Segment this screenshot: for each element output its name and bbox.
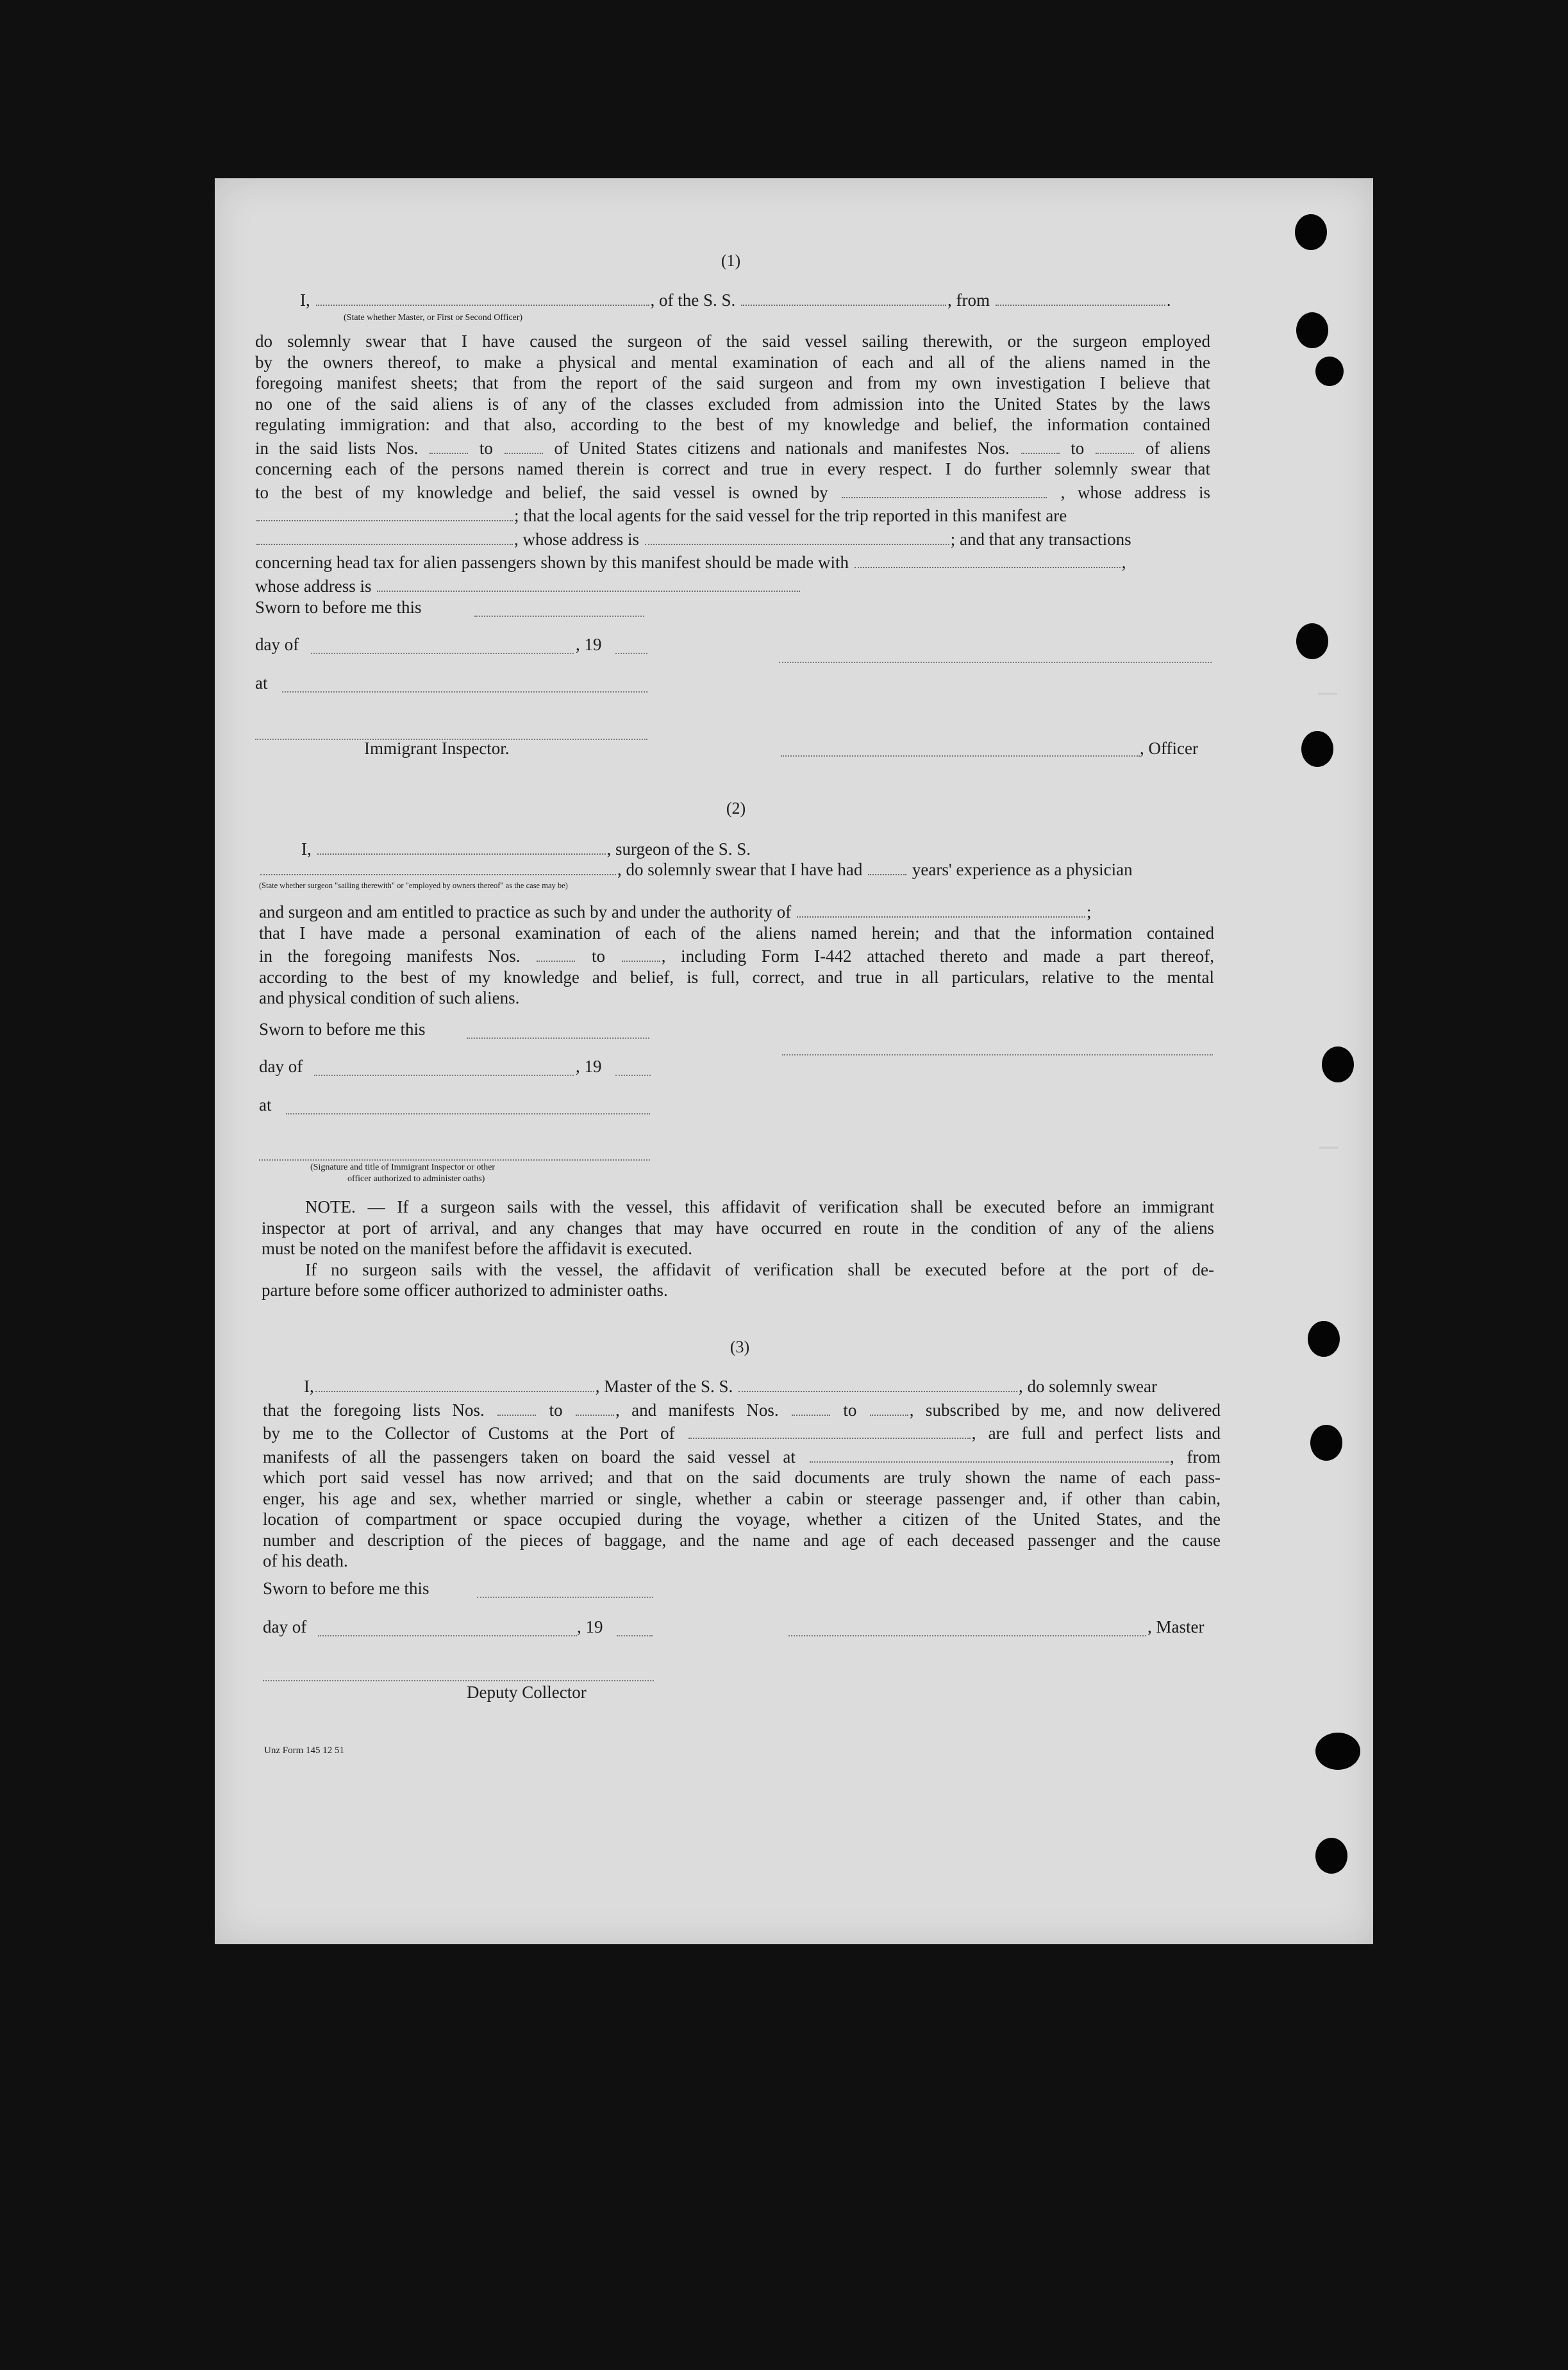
year-label-3: , 19 [577, 1617, 603, 1636]
manifest-no-to-field[interactable] [1096, 435, 1134, 454]
master-label: , Master [1147, 1617, 1205, 1636]
sig-note-1: (Signature and title of Immigrant Inspector or other [310, 1163, 496, 1172]
sworn-label-1: Sworn to before me this [255, 598, 422, 617]
surgeon-note: NOTE. — If a surgeon sails with the vessel, this affidavit of verification shall be executed before an immigrant inspector at port of arrival, and any changes that may have occurred en route in the condition of any of the aliens must be noted on the manifest before the affidavit is executed. If no surgeon sails with the vessel, the affidavit of verification shall be executed before at the port of de- parture before some officer authorized to administer oaths. [262, 1197, 1214, 1300]
years-experience-field[interactable] [868, 857, 906, 875]
deputy-collector-label: Deputy Collector [467, 1683, 587, 1702]
sig-note-2: officer authorized to administer oaths) [347, 1174, 485, 1184]
section-1-body: do solemnly swear that I have caused the surgeon of the said vessel sailing therewith, or the surgeon employed by the owners thereof, to make a physical and mental examination of each and all of the aliens named in the foregoing manifest sheets; that from the report of the said surgeon and from my own investigation I believe that no one of the said aliens is of any of the classes excluded from admission into the United States by the laws regulating immigration: and that also, according to the best of my knowledge and belief, the information contained in the said lists Nos. to of United States citizens and nationals and manifestes Nos. to of aliens concerning each of the persons named therein is correct and true in every respect. I do further solemnly swear that to the best of my knowledge and belief, the said vessel is owned by , whose address is ; that the local agents for the said vessel for the trip reported in this manifest are , whose address is ; and that any transactions concerning head tax for alien passengers shown by this manifest should be made with , whose address is [255, 332, 1211, 596]
manifests-to-field[interactable] [870, 1397, 908, 1416]
sworn-date-field-2[interactable] [467, 1036, 649, 1039]
agents-field[interactable] [256, 526, 513, 545]
officer-label: , Officer [1140, 739, 1198, 758]
sworn-date-field-1[interactable] [474, 614, 644, 617]
manifests-from-field[interactable] [792, 1397, 830, 1416]
punch-hole [1315, 1733, 1360, 1770]
section-3-heading: (3) [730, 1338, 750, 1356]
manifest-no-from-field[interactable] [1021, 435, 1060, 454]
officer-title-line[interactable] [781, 754, 1140, 757]
punch-hole [1308, 1321, 1340, 1357]
day-of-field-2[interactable] [314, 1073, 574, 1076]
punch-hole [1310, 1425, 1342, 1461]
sworn-label-2: Sworn to before me this [259, 1020, 426, 1039]
punch-hole [1296, 623, 1328, 659]
year-field-3[interactable] [617, 1634, 653, 1636]
master-signature-line[interactable] [788, 1634, 1146, 1636]
immigrant-inspector-label: Immigrant Inspector. [364, 739, 510, 758]
i-label: I, [300, 290, 310, 310]
port-from-field[interactable] [996, 287, 1165, 306]
section-1-header-line: I, , of the S. S. , from . [300, 287, 1210, 311]
day-of-label-3: day of [263, 1617, 307, 1636]
ship-name-field[interactable] [741, 287, 946, 306]
day-of-label-1: day of [255, 635, 299, 654]
oath-officer-signature-line[interactable] [259, 1158, 650, 1161]
list-no-from-field[interactable] [430, 435, 468, 454]
lists-to-field[interactable] [576, 1397, 614, 1416]
surgeon-state-note: (State whether surgeon "sailing therewith" or "employed by owners thereof" as the case may be) [259, 881, 568, 890]
authority-field[interactable] [797, 899, 1085, 918]
port-embarked-field[interactable] [810, 1444, 1169, 1463]
punch-hole [1295, 214, 1327, 250]
at-field-2[interactable] [286, 1112, 650, 1114]
surgeon-signature-line[interactable] [782, 1053, 1213, 1055]
officer-signature-line[interactable] [779, 660, 1212, 663]
punch-hole [1315, 1838, 1347, 1874]
punch-hole [1322, 1046, 1354, 1082]
sworn-label-3: Sworn to before me this [263, 1579, 430, 1598]
sworn-date-field-3[interactable] [477, 1595, 653, 1598]
surgeon-name-field[interactable] [317, 836, 606, 855]
officer-name-field[interactable] [316, 287, 649, 306]
year-label-2: , 19 [576, 1057, 602, 1076]
punch-hole [1296, 312, 1328, 348]
section-2-header: I, , surgeon of the S. S. [301, 836, 1218, 860]
head-tax-party-field[interactable] [855, 550, 1121, 568]
list-no-to-field[interactable] [505, 435, 543, 454]
port-of-customs-field[interactable] [688, 1420, 971, 1439]
punch-hole [1301, 731, 1333, 767]
margin-mark [1318, 693, 1337, 695]
year-field-2[interactable] [615, 1073, 651, 1076]
agents-address-field[interactable] [645, 526, 949, 545]
state-note: (State whether Master, or First or Second Officer) [344, 313, 523, 323]
master-name-field[interactable] [315, 1374, 594, 1392]
section-2-body: and surgeon and am entitled to practice as such by and under the authority of ; that I have made a personal examination of each of the aliens named herein; and that the information contained in the foregoing manifests Nos. to , including Form I-442 attached thereto and made a part thereof, according to the best of my knowledge and belief, is full, correct, and true in all particulars, relative to the mental and physical condition of such aliens. [259, 899, 1214, 1009]
ship-name-field-3[interactable] [738, 1374, 1017, 1392]
at-field-1[interactable] [282, 690, 647, 693]
at-label-2: at [259, 1095, 272, 1114]
margin-mark [1319, 1147, 1339, 1149]
section-1-heading: (1) [721, 251, 741, 270]
deputy-signature-line[interactable] [263, 1679, 654, 1681]
surgeon-manifest-to-field[interactable] [622, 943, 660, 962]
section-2-heading: (2) [726, 799, 746, 818]
owner-address-field[interactable] [256, 503, 513, 521]
section-3-body: I, , Master of the S. S. , do solemnly swear that the foregoing lists Nos. to , and manifests Nos. to , subscribed by me, and now delivered by me to the Collector of Customs at the Port of , are full and perfect lists and manifests of all the passengers taken on board the said vessel at , from which port said vessel has now arrived; and that on the said documents are truly shown the name of each pass- enger, his age and sex, whether married or single, whether a cabin or steerage passenger and, if other than cabin, location of compartment or space occupied during the voyage, whether a citizen of the United States, and the number and description of the pieces of baggage, and the name and age of each deceased passenger and the cause of his death. [263, 1374, 1221, 1572]
form-number: Unz Form 145 12 51 [264, 1745, 344, 1756]
day-of-field-1[interactable] [311, 651, 574, 654]
punch-hole [1315, 357, 1344, 386]
section-2-years-line: , do solemnly swear that I have had years' experience as a physician [259, 857, 1214, 880]
year-field-1[interactable] [615, 651, 647, 654]
owner-field[interactable] [842, 480, 1047, 498]
day-of-field-3[interactable] [318, 1634, 577, 1636]
year-label-1: , 19 [576, 635, 602, 654]
at-label-1: at [255, 673, 268, 693]
head-tax-address-field[interactable] [377, 573, 800, 592]
surgeon-manifest-from-field[interactable] [537, 943, 575, 962]
lists-from-field[interactable] [497, 1397, 536, 1416]
surgeon-type-field[interactable] [260, 857, 616, 875]
day-of-label-2: day of [259, 1057, 303, 1076]
